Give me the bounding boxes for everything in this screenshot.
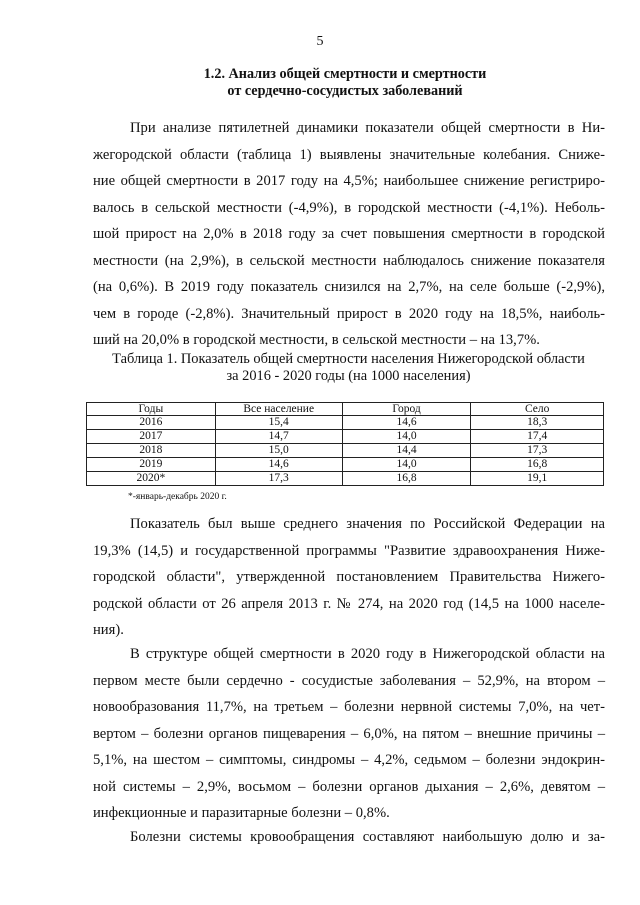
text-line: Болезни системы кровообращения составляют наибольшую долю и за-	[130, 829, 605, 845]
paragraph-circulatory-diseases	[93, 824, 605, 851]
table-cell: 16,8	[471, 458, 604, 472]
paragraph-mortality-dynamics	[93, 115, 605, 354]
table-cell: 17,3	[215, 472, 342, 486]
mortality-table	[86, 402, 604, 486]
text-line: ния).	[93, 622, 124, 638]
text-line: Показатель был выше среднего значения по Российской Федерации на	[130, 516, 605, 532]
table-cell: 2020*	[87, 472, 216, 486]
text-line: При анализе пятилетней динамики показатели общей смертности в Ни-	[130, 120, 605, 136]
table-row	[87, 472, 604, 486]
table-caption-line: за 2016 - 2020 годы (на 1000 населения)	[226, 368, 471, 384]
text-line: В структуре общей смертности в 2020 году в Нижегородской области на	[130, 646, 605, 662]
table-cell: 14,4	[342, 444, 471, 458]
table-cell: 17,3	[471, 444, 604, 458]
section-heading-line: от сердечно-сосудистых заболеваний	[227, 83, 463, 99]
table-cell: 17,4	[471, 430, 604, 444]
text-line: чем в городе (-2,8%). Значительный прирост в 2020 году на 18,5%, наиболь-	[93, 305, 605, 322]
table-cell: 19,1	[471, 472, 604, 486]
page-number: 5	[316, 34, 324, 49]
table-footnote: *-январь-декабрь 2020 г.	[128, 492, 227, 502]
text-line: местности (на 2,9%), в сельской местности наблюдалось снижение показателя	[93, 252, 605, 269]
section-heading	[84, 66, 606, 100]
table-caption-line: Таблица 1. Показатель общей смертности населения Нижегородской области	[112, 351, 585, 367]
column-header-all-population: Все население	[215, 403, 342, 416]
text-line: родской области от 26 апреля 2013 г. № 274, на 2020 год (14,5 на 1000 населе-	[93, 595, 605, 612]
text-line: ший на 20,0% в городской местности, в сельской местности – на 13,7%.	[93, 332, 540, 348]
table-cell: 2018	[87, 444, 216, 458]
text-line: новообразования 11,7%, на третьем – болезни нервной системы 7,0%, на чет-	[93, 699, 605, 715]
table-cell: 14,6	[342, 416, 471, 430]
column-header-village: Село	[471, 403, 604, 416]
table-row	[87, 458, 604, 472]
section-heading-line: 1.2. Анализ общей смертности и смертности	[203, 66, 487, 82]
table-cell: 16,8	[342, 472, 471, 486]
text-line: 19,3% (14,5) и государственной программы "Развитие здравоохранения Ниже-	[93, 542, 605, 559]
table-cell: 15,4	[215, 416, 342, 430]
text-line: ние общей смертности в 2017 году на 4,5%; наибольшее снижение регистриро-	[93, 173, 605, 189]
table-cell: 15,0	[215, 444, 342, 458]
paragraph-mortality-structure	[93, 641, 605, 827]
text-line: вертом – болезни органов пищеварения – 6,0%, на пятом – внешние причины –	[93, 725, 605, 742]
table-cell: 14,7	[215, 430, 342, 444]
table-row	[87, 444, 604, 458]
table-caption	[90, 351, 607, 385]
paragraph-comparison	[93, 511, 605, 644]
text-line: ной системы – 2,9%, восьмом – болезни органов дыхания – 2,6%, девятом –	[93, 778, 605, 795]
table-cell: 14,0	[342, 430, 471, 444]
text-line: жегородской области (таблица 1) выявлены значительные колебания. Сниже-	[93, 146, 605, 163]
text-line: шой прирост на 2,0% в 2018 году за счет повышения смертности в городской	[93, 226, 605, 242]
table-cell: 14,6	[215, 458, 342, 472]
text-line: первом месте были сердечно - сосудистые заболевания – 52,9%, на втором –	[93, 672, 605, 689]
table-row	[87, 430, 604, 444]
table-cell: 2016	[87, 416, 216, 430]
text-line: валось в сельской местности (-4,9%), в городской местности (-4,1%). Неболь-	[93, 199, 605, 216]
table-cell: 14,0	[342, 458, 471, 472]
table-cell: 18,3	[471, 416, 604, 430]
column-header-years: Годы	[87, 403, 216, 416]
text-line: инфекционные и паразитарные болезни – 0,8%.	[93, 805, 390, 821]
text-line: городской области", утвержденной постановлением Правительства Нижего-	[93, 569, 605, 585]
table-cell: 2017	[87, 430, 216, 444]
column-header-city: Город	[342, 403, 471, 416]
table-cell: 2019	[87, 458, 216, 472]
table-header-row	[87, 403, 604, 416]
table-row	[87, 416, 604, 430]
text-line: (на 0,6%). В 2019 году показатель снизился на 2,7%, на селе больше (-2,9%),	[93, 279, 605, 295]
text-line: 5,1%, на шестом – симптомы, синдромы – 4,2%, седьмом – болезни эндокрин-	[93, 752, 605, 768]
